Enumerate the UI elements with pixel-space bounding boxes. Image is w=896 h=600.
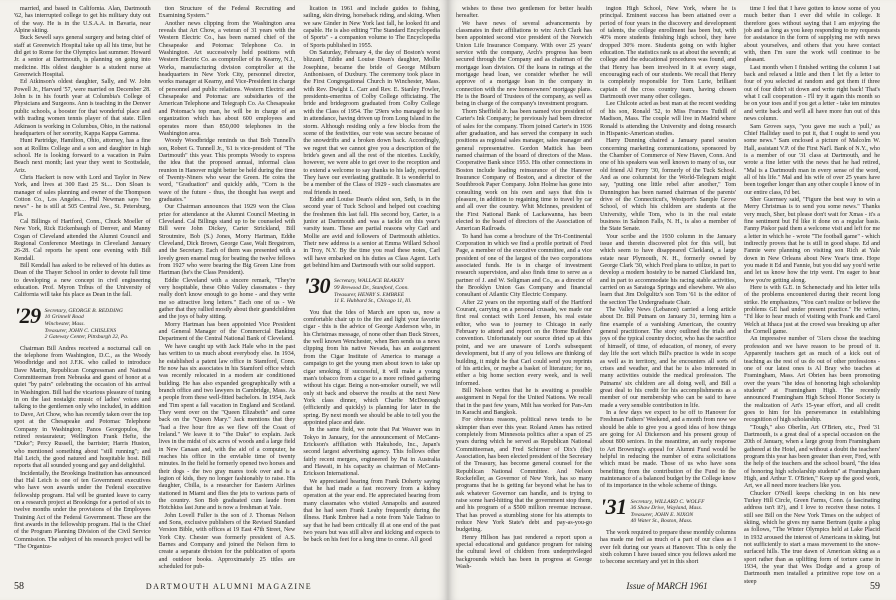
class-year: '30 bbox=[303, 273, 330, 299]
paragraph: Chairman Bill Andres received a nocturnal call on the telephone from Washington, D.C., as the Woody Woodbridge and not J.F.K. who called to introduce Dave Martin, Republican Congressman and National Committeeman from Nebraska and guest of honor at a quiet "by pairs" celebrating the occasion of his arrival in Washington. Bill had the vicarious pleasure of tuning in on the last nostalgic music of ladies' voices and talking to the gentlemen only who included, in addition to Dave, Art Chow, who has recently taken over the top spot at the Chesapeake and Potomac Telephone Company in Washington; Panos Georgopulos, the retired restaurateur; Wellington Frank Hefte, the "Duke"; Percy Russell, the barrister; Harris Huston, who mentioned something about "still running"; and Hal Leich, the good natured and hospitable host. Bill reports that all sounded young and gay and delightful. bbox=[14, 345, 151, 470]
paragraph: Another news clipping from the Washington area reveals that Art Chow, a veteran of 31 years with the Western Electric Co., has been named chief of the Chesapeake and Potomac Telephone Co. in Washington. Art successively held positions with Western Electric Co. as comptroller of its Kearny, N.J., Works, manufacturing division comptroller at the headquarters in New York City, personnel director, works manager at Kearny, and Vice-President in charge of personnel and public relations. Western Electric and Chesapeake and Potomac are subsidiaries of the American Telephone and Telegraph Co. As Chesapeake and Potomac's top man, he will be in charge of an organization which has about 600 employees and operates more than 850,000 telephones in the Washington area. bbox=[158, 20, 296, 137]
paragraph: Sam Groves says, "you gave me such a 'pull,' as Chief Halliday used to put it, that I ought to send you some news." Sam enclosed a picture of Malcolm W. Hall, assistant V.P. of the First Nat'l. Bank of N.Y., who is a member of our '31 class at Dartmouth, and he wrote a fine letter with the news that he had retired, "Mal is a Dartmouth man in every sense of the word, all of his life." Mal and his wife of over 25 years have been together longer than any other couple I know of in our entire class, I'd bet. bbox=[744, 123, 880, 196]
paragraph: Bill Nelson writes that he is awaiting a possible assignment in Nepal for the United Nations. We recall that in the past few years, Milt has worked for Pan-Am in Karachi and Bangkok. bbox=[456, 387, 592, 416]
right-page-columns bbox=[456, 6, 880, 585]
paragraph: Our Chairman announces that 1929 won the Class prize for attendance at the Alumni Council Meeting in Cleveland. Cal Billings stand up to be counseled with Bill were John Dickey, Carter Strickland, Bill Stroutmire, Bob (S.) Jones, Morry Hartman, Eddie Cleveland, Dick Brown, George Case, Walt Bregstrom, and the Secretary. Each of them was presented with a lovely green enamel mug for beating the twelve fellows from 1927 who were bearing the Big Green Line from Hartman (he's the Class President). bbox=[158, 204, 296, 277]
paragraph: Eddie Cleveland with a sincere remark, "They're very hospitable, these Ohio Valley classmates - they really don't know enough to go home - and they write me so attractive long letters." Each one of us - We gather that they rallied mostly about their grandchildren and the joys of baby sitting. bbox=[158, 277, 296, 321]
paragraph: Your scribe and the 1930 column in the January issue and therein discovered plot for this will, but which seem to have disappeared Clarkland, a large estate near Plymouth, N. H., formerly owned by George Clark '30, which Fred plans to utilize, in part to develop a modern hostelry to be named Clarkland Inn, and in part to accommodate his racing stable activities, carried on as Saratoga Springs and elsewhere. We also learn that Jim Dolgulitz's son Tom '61 is the editor of the section The Undergraduate Chair. bbox=[600, 233, 736, 306]
class-secretary-line: Secretary, GEORGE B. REDDING bbox=[44, 307, 123, 314]
paragraph: After 22 years on the reporting staff of the Hartford Courant, carrying on a personal crusade, we made our first real contact with Lord Jensen, his real estate editor, who was to journey to Chicago in early February to attend and report on the Home Builders' convention. Unfortunately our source dried up at this point, and we are unaware of Lord's subsequent development, but if any of you fellows are thinking of building, it might be that Carl could send you reprints of his articles, or maybe a basket of literature; for no, either a big home section every week, and is well informed. bbox=[456, 299, 592, 387]
right-page bbox=[448, 0, 896, 600]
class-address-line: 2 Gateway Center, Pittsburgh 22, Pa. bbox=[44, 334, 129, 341]
paragraph: Incidentally, the Brookings Institution has announced that Hal Leich is one of ten Government executives who have won awards under the Federal executive fellowship program. Hal will be granted leave to carry on a research project at Brookings for a period of six to twelve months under the provisions of the Employees Training Act of the Federal Government. These are the first awards in the fellowship program. Hal is the Chief of the Program Planning Division of the Civil Service Commission. The subject of his research project will be "The Organiza- bbox=[14, 470, 151, 550]
left-column-2 bbox=[159, 6, 296, 572]
paragraph: The work required to prepare these monthly columns has made me feel as much of a part of our class as I ever felt during our years at Hanover. This is only the sixth column I have issued since you fellows asked me to become secretary and yet in this short bbox=[600, 530, 736, 566]
paragraph: Morry Hartman has been appointed Vice President and General Manager of the Commercial Banking Department of the Central National Bank of Cleveland. bbox=[158, 321, 296, 343]
paragraph: We have caught up with Jack Hale who in the past has written to us much about everybody else. In 1934, he established a patent law office in Stamford, Conn. He now has six associates in his Stamford office which was recently relocated in a modern air conditioned building. He has also expanded geographically with a branch office and two lawyers in Cambridge, Mass. As a people from these well-fitted bachelors. In 1954, Jack and Tim spent a fall vacation in England and Scotland. They went over on the "Queen Elizabeth" and came back on the "Queen Mary." Jack mentions that they "had a five hour fire as we flew off the Coast of Ireland." We leave it to "the Duke" to explain. Jack lives in the midst of six acres of woods and a large field in New Canaan and, with the aid of a computer, he reaches his office in the enviable time of twenty minutes. In the field he formerly opened two horses and their dogs - the two gray mares took over and is a legion of kids, they no longer fashionably to raise. His daughter, Cbilla, is a researcher for Eastern Airlines stationed in Miami and flies the jets to various parts of the country. Son Bob graduated cum laude from Hotchkiss last June and is now a freshman at Yale. bbox=[158, 343, 296, 512]
paragraph: We appreciated hearing from Frank Doherty saying that he had made a fast recovery from a kidney operation at the year end. He appreciated hearing from many classmates who visited Annapolis and assured that he had seen Frank Leahy frequently during the illness. Hank Embree had a note from Yale Tadrao to say that he had been critically ill at one end of the past two years but was still alive and kicking and expects to be back on his feet for a long time to come. All good bbox=[303, 478, 441, 544]
paragraph: Here is with G.E. in Schenectady and his letter tells of the problems encountered during their recent long strike. He emphasizes, "You can't realize or believe the problems GE had under present practice." He writes, "I'd like to hear much of visiting with Frank and Carol Welch at Ithaca just at the crowd was breaking up after the Cornell game. bbox=[744, 285, 880, 336]
paragraph: lication in 1961 and include guides to fishing, sailing, skin diving, horseback riding, and skiing. When we saw Ginder in New York last fall, he looked fit and capable. He is also editing "The Standard Encyclopedia of Sports" - a companion volume to The Encyclopedia of Sports published in 1955. bbox=[303, 6, 441, 49]
issue-date: Issue of MARCH 1961 bbox=[626, 581, 708, 591]
page-number-right: 59 bbox=[870, 580, 880, 592]
paragraph: On Saturday, February 4, the day of Boston's worst blizzard, Eddie and Louise Dean's daughter, Mollie Josephine, became the bride of George Milburn Anthonissen, of Duxbury. The ceremony took place in the First Congregational Church in Winchester, Mass. with Rev. Dwight L. Carr and Rev. E. Stanley Fowler, presidents-emeritus of Colby College officiating. The bride and bridegroom graduated from Colby College with the Class of 1954. The '29ers who managed to be in attendance, having driven up from Long Island in the storm. Although residing only a few blocks from the scene of the festivities, our vote was secure because of the snowdrifts and a broken down back. Accordingly, we regret that we cannot give you a description of the bride's gown and all the rest of the niceties. Luckily, however, we were able to get over to the reception and to extend a welcome to say thanks to his lady, reported. They have our everlasting gratitude. It is wonderful to be a member of the Class of 1929 - such classmates are real friends in need. bbox=[303, 50, 441, 196]
paragraph: Chris Hackert is now with Lord and Taylor in New York, and lives at 300 East 25 St.... Don Sloan is manager of sales planning and owner of the Thompson Cotton Co., Los Angeles.... Phil Newman says "no news" - he is still at 505 Central Ave., St. Petersburg, Fla. bbox=[14, 174, 151, 218]
class-address-line: 40 Water St., Boston, Mass. bbox=[630, 518, 693, 525]
class-address-line: 99 Brewood Dr., Stamford, Conn. bbox=[333, 284, 409, 291]
paragraph: In a few days we expect to be off to Hanover for Freshman Fathers' Weekend, and a month from now we should be able to give you a good idea of how things are going for Al Dickerson and his present group of about 800 seniors. In the meantime, an early response to Art Browning's appeal for Alumni Fund would be helpful in reducing the number of extra solicitations which must be made. Those of us who have sons benefiting from the contribution of the Fund to the maintenance of a balanced budget by the College know of its importance in the whole scheme of things. bbox=[600, 409, 736, 490]
paragraph: The Valley News (Lebanon) carried a long article about Dr. Bill Putnam on January 31, terming him a fine example of a vanishing American, the country general practitioner. The story outlined the trials and joys of the typical country doctor, who has the sacrifice of himself, of time, of education, of money, of every day life the sort which Bill's practice is wide in scope as well as in territory, and he encounters all sorts of crises and weather, and that he is also interested in many activities outside the medical profession. The Putnams' six children are all doing well, and Bill a great deal to his credit for his accomplishments as a member of our membership who can be said to have made a very sensible contribution in life. bbox=[600, 307, 736, 409]
paragraph: Lee Chilcote acted as best man at the recent wedding of his son, Ronald '52, to Miss Frances Tuthill of Madison, Mass. The couple will live in Madrid where Ronald is attending the University and doing research in Hispanic-American studies. bbox=[600, 101, 736, 137]
class-year: '31 bbox=[600, 493, 627, 519]
paragraph: Bill Kendall has asked to be relieved of his duties as Dean of the Thayer School in order to devote full time to developing a new concept in civil engineering education. Prof. Myron Tribus of the University of California will take his place as Dean in the fall. bbox=[14, 263, 151, 299]
class-secretary-line: Secretary, WILLARD C. WOLFF bbox=[630, 498, 705, 505]
right-footer bbox=[448, 572, 896, 600]
class-officers bbox=[45, 306, 129, 341]
paragraph: John Lovell Fuller is the son of J. Thomas Nelson and Sons, exclusive publishers of the Revised Standard Version Bible, with offices at 19 East 47th Street, New York City. Chester was formerly president of A.S. Barnes and Company and joined the Nelson firm to create a separate division for the publication of sports and outdoor books. Approximately 25 titles are scheduled for pub- bbox=[158, 512, 296, 571]
right-column-2 bbox=[600, 6, 736, 572]
class-address-line: 11 E. Hubbard St., Chicago 11, Ill. bbox=[333, 298, 412, 305]
class-officers bbox=[631, 497, 705, 525]
class-address-line: 36 Shaw Drive, Wayland, Mass. bbox=[630, 505, 703, 512]
left-column-1 bbox=[14, 6, 151, 572]
middle-column bbox=[303, 6, 440, 572]
paragraph: Ed Atkinson's oldest daughter, Sally, and W. John Powell Jr., Harvard '57, were married on December 28. John is in his fourth year at Columbia's College of Physicians and Surgeons. Ann is teaching in the Denver public schools, a booster for that wonderful place and with trading women tennis player of that state. Ellen Atkinson is working in Columbus, Ohio, in the national headquarters of her sorority, Kappa Kappa Gamma. bbox=[14, 79, 151, 137]
paragraph: Thorn Sheffield Jr. has been named vice president of Carter's Ink Company; he previously had been director of sales for the company. Thorn joined Carter's in 1936 after graduation, and has served the company in such positions as regional sales manager, sales manager and general representative. Gordon Mattick has been named chairman of the board of directors of the Mass. Cooperative Bank since 1953. His other connections in Boston include leading reinsurance of the Hanover Insurance Company of Boston, and a director of the Southbrook Paper Company. John Holme has gone into consulting work on his own and says that this is pleasure, in addition to regaining time to travel by car and all over the country. Whit McInnes, president of the First National Bank of Lackawanna, has been elected to the board of directors of the Association of American Railroads. bbox=[456, 108, 592, 233]
paragraph: We have news of several advancements by classmates in their affiliations to win: Arch Clark has been appointed second vice president of the Norwich Union Life Insurance Company. With over 25 years' service with the company, Arch's progress has been secured through the Company and as chairman of the mortgage loan division. Of the loans in ratings at the mortgage head loan, we consider whether he will approve of a mortgage loan in the company in connection with the new homeowners' mortgage plans. He is the Board of Trustees of the company, as well as being in charge of the company's investment program. bbox=[456, 20, 592, 108]
paragraph: For obvious reasons, political news tends to be skimpier than ever this year. Roland Ames has retired completely from Minnesota politics after a span of 25 years during which he served as Republican National Committeeman, and Fred Schirmer of Dix's (the) Association, has been elected president of the Secretary of the Treasury, has become general counsel for the Republican National Committee. And Nelson Rockefeller, as Governor of New York, has so many programs that he is getting far beyond what he has to ask whatever Governor can handle, and is trying to raise some hard-hitting that the government stop them, and his program of a $500 million revenue increase. That has proved a stumbling stone for his attempts to reduce New York State's debt and pay-as-you-go budgeting. bbox=[456, 417, 592, 534]
paragraph: You that the Ides of March are upon us, now a comfortable chair up to the fire and light your favorite cigar - this is the advice of George Anderson who, in his Christmas message, of none other than Buck Streex, the well known Wenchester, when Ben sends us a news clipping from his native Nevada, has an assignment from the Cigar Institute of America to manage a campaign to get the young men about town to take up cigar smoking. If successful, it will make a young man's tobacco from a cigar to a more refined gathering without his cigar. Being a non-smoker ourself, we will only sit back and observe the results at the next New York class dinner, which Charlie McDonough (efficiently and quickly) is planning for later in the spring. By next month we should be able to tell you the appointed place and date. bbox=[303, 309, 441, 426]
magazine-title: DARTMOUTH ALUMNI MAGAZINE bbox=[145, 581, 313, 591]
paragraph: Buck Sewell says general surgery and being chief of staff at Greenwich Hospital take up all his time, but he did get to Rome for the Olympics last summer. Howard Jr. a senior at Dartmouth, is planning on going into medicine. His oldest daughter is a student nurse at Greenwich Hospital. bbox=[14, 35, 151, 79]
paragraph: time I feel that I have gotten to know some of you much better than I ever did while in college. It therefore goes without saying that I am enjoying the job and as long as you keep responding to my requests for assistance in the form of supplying me with news about yourselves, and others that you have contact with, then I'm sure the work will continue to be pleasant. bbox=[744, 6, 880, 64]
paragraph: wishes to these two gentlemen for better health hereafter. bbox=[456, 6, 592, 20]
right-column-3 bbox=[744, 6, 880, 585]
paragraph: To hand has come a brochure of the Tri-Continental Corporation in which we find a profile portrait of Fred Page, a member of the executive committee, and a vice president of one of the largest of the two corporations associated funds. He is in charge of investment research supervision, and also finds time to serve as a partner of J. and W. Seligman and Co., as a director of the Brooklyn Union Gas Company and financial consultant of Atlantic City Electric Company. bbox=[456, 233, 592, 299]
paragraph: Hunt Partridge, Hamilton, Ohio, attorney, has a fine son at Rollins College and a son and daughter in high school. He is looking forward to a vacation in Palm Beach next month; last year they went to Scottsdale, Ariz. bbox=[14, 138, 151, 174]
paragraph: tion Structure of the Federal Recruiting and Examining System." bbox=[158, 6, 296, 20]
right-column-1 bbox=[456, 6, 592, 572]
class-heading bbox=[303, 273, 440, 305]
class-heading bbox=[600, 493, 736, 525]
class-heading bbox=[14, 302, 151, 341]
paragraph: Eddie and Louise Dean's oldest son, Seth, is in the second year of Tuck School and helped out coaching the freshmen this last fall. His second boy, Carter, is a junior at Dartmouth and was a tackle on this year's varsity team. These are partial reasons why Carl and Mollie are avid and followers of Dartmouth athletics. Their new address is a senior at Emma Willard School in Troy, N.Y. By the time you read these notes, Carl will have embarked on his duties as Class Agent. Let's get behind him and Dartmouth with our solid support. bbox=[303, 196, 441, 270]
class-treasurer-line: Treasurer, JOHN C. CHISLENS bbox=[44, 327, 117, 334]
paragraph: "Tough," also Oberlin, Art O'Brien, etc., Fred '31 Dartmouth, is a great deal of a special occasion on the 20th of January, when a large group from Framingham gathered at the Hotel, and without a doubt the teachers' program this year has been greater than ever, Fred, with the help of the teachers and the school board, "the idea of honoring high scholarship students" at Framingham High, and Arthur T. O'Brien," Keep up the good work, Art, we all need more teachers like you. bbox=[744, 424, 880, 490]
paragraph: married, and based in California. Alan, Dartmouth '62, has interrupted college to get his military duty out of the way. He is in the U.S.A.A. in Bavaria, near Alpine skiing. bbox=[14, 6, 151, 35]
class-officers bbox=[334, 276, 411, 304]
left-footer bbox=[0, 572, 448, 600]
paragraph: Chucker O'Neill keeps checking in on his new Turkey Hill Circle, Green Farms, Conn. (a fascinating address isn't it?), and I love to receive these notes. I still see Bill on the New York Times on the subject of skiing, which he gives my name Bertram (quite a plug as follows, "The Winter Olympics held at Lake Placid in 1932 aroused the interest of Americans in skiing, but not sufficiently to start a mass movement to the snow-surfaced hills. The true dawn of American skiing as a sport rather than as uplifting form of torture came in 1934, the year that Wes Dodge and a group of Dartmouth men installed a primitive rope tow on a steep bbox=[744, 490, 880, 585]
paragraph: Last month when I finished writing the column I sat back and relaxed a little and then I let fly a letter to four of you selected at random and got them if three out of four didn't sit down and write right back! That's what I call cooperation - I'll try it again this month so be on your toes and if you get a letter - take ten minutes and write back and we'll all have more fun out of this news column. bbox=[744, 64, 880, 123]
left-page-columns bbox=[14, 6, 440, 572]
paragraph: ington High School, New York, where he is principal. Eminent success has been attained over a period of four years in the discovery and development of talents, the college enrollment has been but, with 40% more students finishing high school, they have dropped 30% more. Students going on with higher education. The statistics rank us at about the seventh; at college and the educational procedures was found, and that Henry has been involved in it at every stage, encouraging each of our students. We recall that Henry is completely responsible for Tom Lurie, brilliant captain of the cross country team, having chosen Dartmouth over many other colleges. bbox=[600, 6, 736, 101]
class-address-line: 10 Grinnell Road bbox=[44, 314, 84, 321]
paragraph: Woody Woodbridge reminds us that Bob Tunnell's son, Robert G. Tunnell Jr., '61 is vice-president of "The Dartmouth" this year. This prompts Woody to express the idea that the proposed annual, informal class reunion in Hanover might better be held during the time of Twenty-Niners who wear the Green. He coins the word, "Graduation" and quickly adds, "Corn is the wave of the future - thus, the thought has swept and graduates." bbox=[158, 138, 296, 203]
class-treasurer-line: Treasurer, HENRY S. EMBREE bbox=[333, 291, 405, 298]
paragraph: An impressive number of '31ers chose the teaching profession and we have reason to be proud of it. Apparently teachers get as much of a kick out of teaching as the rest of us do out of other professions - one of our latest ones is Al Bray who teaches at Framingham, Mass. Art Obrien has been promoting over the years "the idea of honoring high scholarship students" at Framingham High. The recently announced Framingham High School Honor Society is the realization of Art's 15-year effort, and all credit goes to him for his perseverance in establishing recognition of high scholarship. bbox=[744, 336, 880, 424]
page-number-left: 58 bbox=[14, 580, 24, 592]
class-treasurer-line: Treasurer, JOHN E. NIXON bbox=[630, 511, 694, 518]
class-address-line: Winchester, Mass. bbox=[44, 320, 85, 327]
class-secretary-line: Secretary, WALLACE BLAKEY bbox=[333, 278, 404, 285]
paragraph: Harry Dunning chaired a January panel session concerning marketing communications, sponsored by the Chamber of Commerce of New Haven, Conn. And one of his speakers was well known to many of us, our old friend Al Ferry '30, formerly of the Tuck School. And as one columnist for the World-Telegram might say, "putting one little rebel after another," Tom Dunnington has been named chairman of the parents' drive of the Connecticut's, Westport's Sample Grove School, of which his children are students at the University, while Tom, who is in the real estate business in Salmon Falls, N. H., is also a member of the State Senate. bbox=[600, 138, 736, 233]
paragraph: Henry Hillson has just rendered a report upon a special educational and guidance program for raising the cultural level of children from underprivileged backgrounds which has been in progress at George Wash- bbox=[456, 534, 592, 571]
paragraph: Cal Billings of Hartford, Conn., Chuck Moeller of New York, Rick Eickenbaugh of Denver, and Manny Cogan of Cleveland attended the Alumni Council and Regional Conference Meetings in Cleveland January 26-28. Cal reports he spent one evening with Bill Kendall. bbox=[14, 218, 151, 262]
paragraph: Sher Guernsey said, "Figure the best way to win a Merry Christmas is to send you some news." Thanks very much, Sher, but please don't wait for Xmas - it's a fine sentiment but I'd like it done on a regular basis. Fanny Piskor paid them a welcome visit and left for me a letter in which he - wrote "Tie football game" - which indirectly proves that he is still in good shape. Ed and Fannie were planning on visiting son Rich at Yale down in New Orleans about New Year's time. Hope you made it Ed and Fannie, but you did say you'd write and let us know how the trip went. I'm eager to hear how you're getting along. bbox=[744, 196, 880, 284]
paragraph: In the same field, we note that Pat Weaver was in Tokyo in January, for the announcement of McCann-Erickson's affiliation with Hakuhodo, Inc., Japan's second largest advertising agency. This follows other fairly recent mergers, engineered by Pat in Australia and Hawaii, in his capacity as chairman of McCann-Erickson International. bbox=[303, 427, 441, 478]
class-year: '29 bbox=[14, 302, 41, 328]
